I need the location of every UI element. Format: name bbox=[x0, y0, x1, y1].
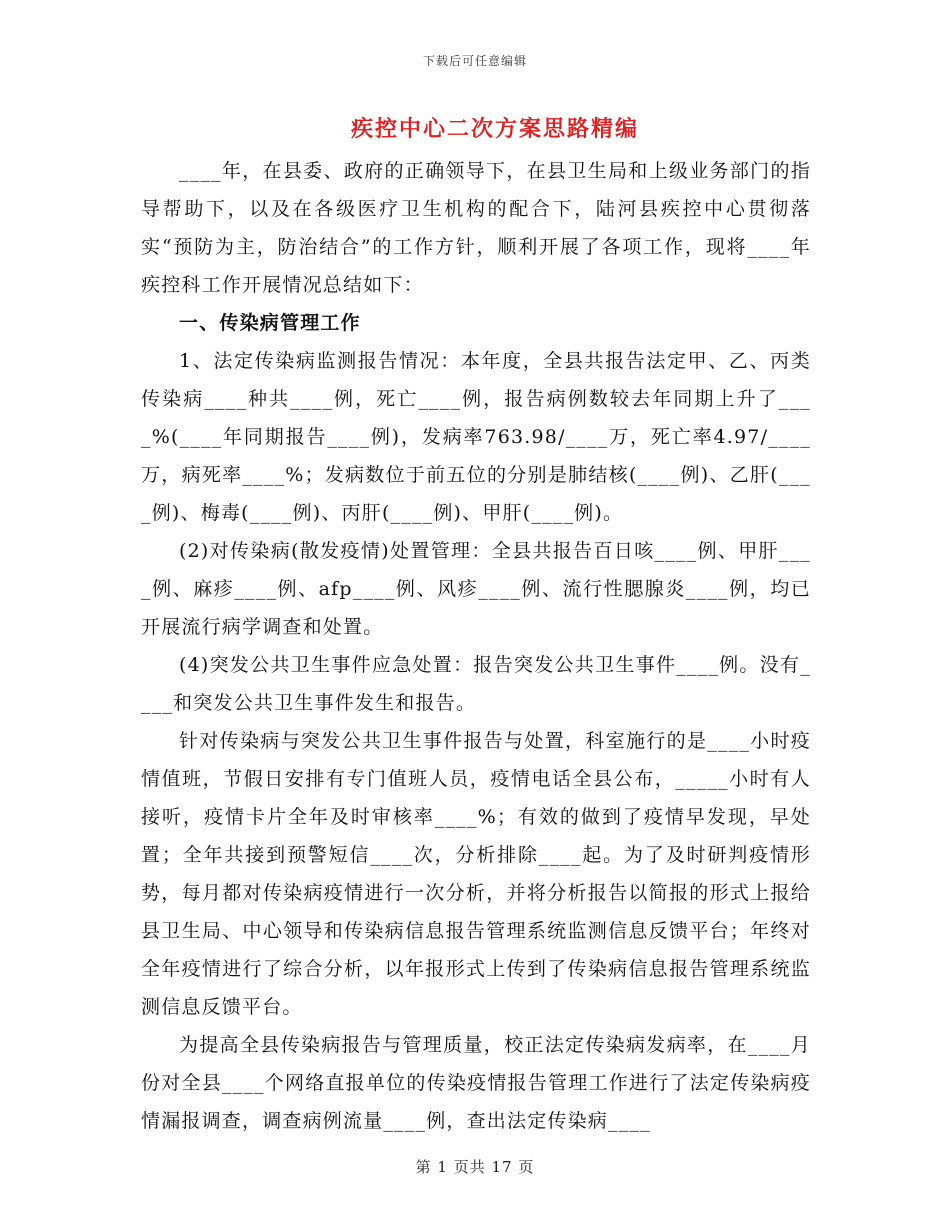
section-heading: 一、传染病管理工作 bbox=[179, 312, 361, 334]
page-footer: 第 1 页共 17 页 bbox=[415, 1158, 535, 1176]
document-body bbox=[141, 152, 811, 1140]
paragraph-quality: 为提高全县传染病报告与管理质量，校正法定传染病发病率，在____月份对全县____个网络直报单位的传染疫情报告管理工作进行了法定传染病疫情漏报调查，调查病例流量____例，查出法定传染病____ bbox=[141, 1034, 811, 1132]
document-title: 疾控中心二次方案思路精编 bbox=[350, 116, 639, 142]
paragraph-duty: 针对传染病与突发公共卫生事件报告与处置，科室施行的是____小时疫情值班，节假日安排有专门值班人员，疫情电话全县公布，_____小时有人接听，疫情卡片全年及时审核率____%；有效的做到了疫情早发现，早处置；全年共接到预警短信____次，分析排除____起。为了及时研判疫情形势，每月都对传染病疫情进行一次分析，并将分析报告以简报的形式上报给县卫生局、中心领导和传染病信息报告管理系统监测信息反馈平台；年终对全年疫情进行了综合分析，以年报形式上传到了传染病信息报告管理系统监测信息反馈平台。 bbox=[141, 730, 811, 1018]
paragraph-disposal: (2)对传染病(散发疫情)处置管理：全县共报告百日咳____例、甲肝____例、麻疹____例、afp____例、风疹____例、流行性腮腺炎____例，均已开展流行病学调查和处置。 bbox=[141, 540, 811, 638]
paragraph-emergency: (4)突发公共卫生事件应急处置：报告突发公共卫生事件____例。没有____和突发公共卫生事件发生和报告。 bbox=[141, 654, 811, 714]
paragraph-intro: ____年，在县委、政府的正确领导下，在县卫生局和上级业务部门的指导帮助下，以及在各级医疗卫生机构的配合下，陆河县疾控中心贯彻落实“预防为主，防治结合”的工作方针，顺利开展了各项工作，现将____年疾控科工作开展情况总结如下： bbox=[141, 160, 811, 296]
header-note: 下载后可任意编辑 bbox=[422, 54, 527, 68]
paragraph-surveillance: 1、法定传染病监测报告情况：本年度，全县共报告法定甲、乙、丙类传染病____种共____例，死亡____例，报告病例数较去年同期上升了____%(____年同期报告____例)，发病率763.98/____万，死亡率4.97/____万，病死率____%；发病数位于前五位的分别是肺结核(____例)、乙肝(____例)、梅毒(____例)、丙肝(____例)、甲肝(____例)。 bbox=[141, 350, 811, 524]
